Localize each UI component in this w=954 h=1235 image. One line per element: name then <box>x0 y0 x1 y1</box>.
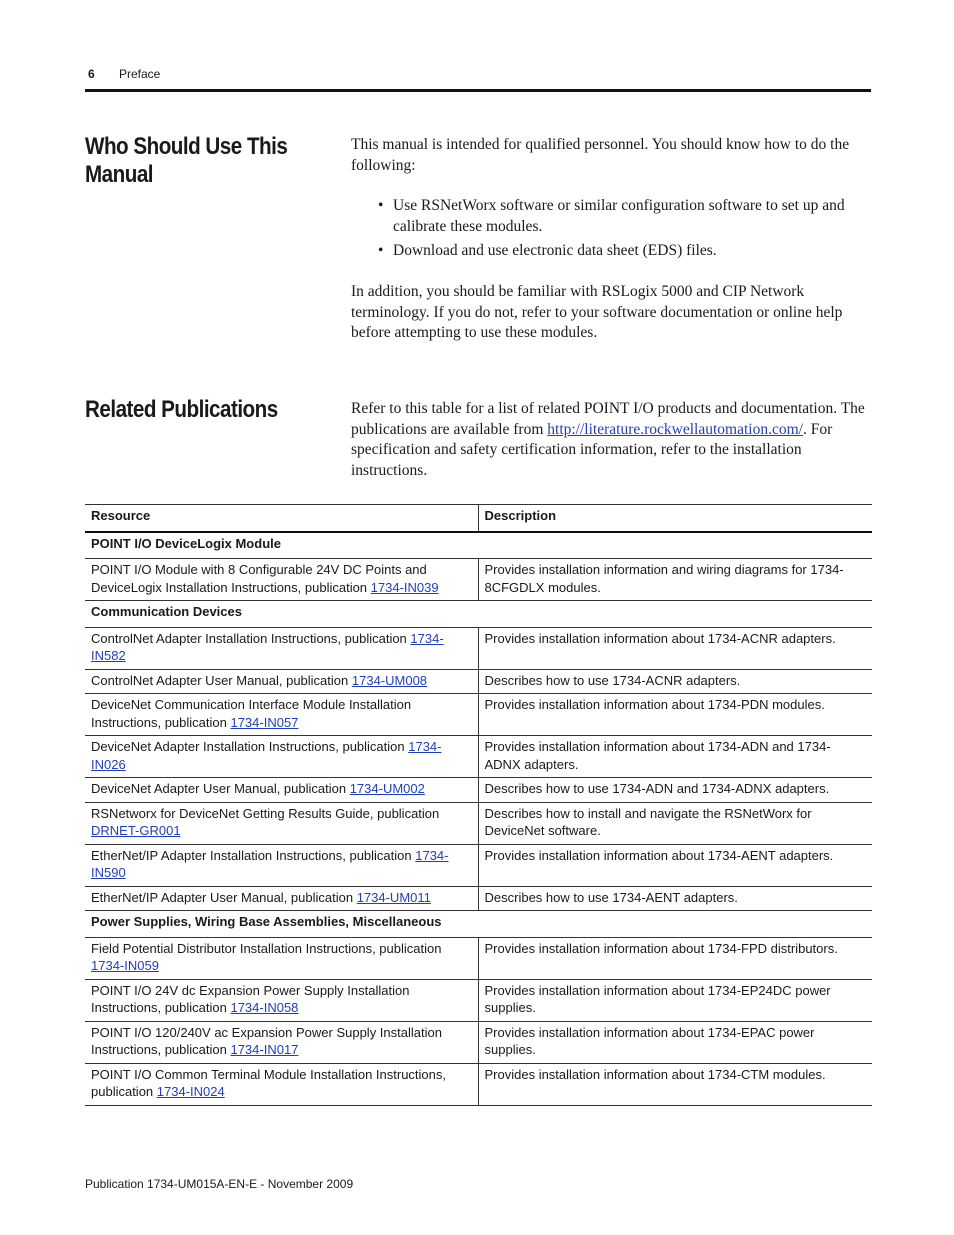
description-cell: Provides installation information about 1734-PDN modules. <box>478 694 872 736</box>
resource-cell <box>85 736 478 778</box>
table-row <box>85 802 872 844</box>
table-row <box>85 886 872 911</box>
table-group-row <box>85 911 872 938</box>
resource-cell <box>85 559 478 601</box>
description-cell: Describes how to use 1734-ACNR adapters. <box>478 669 872 694</box>
group-title: POINT I/O DeviceLogix Module <box>85 532 872 559</box>
description-cell: Provides installation information about 1734-FPD distributors. <box>478 937 872 979</box>
resource-text: EtherNet/IP Adapter Installation Instructions, publication <box>91 847 416 863</box>
table-row <box>85 937 872 979</box>
resource-cell <box>85 627 478 669</box>
resource-cell <box>85 1063 478 1105</box>
resource-text: DeviceNet Adapter Installation Instructions, publication <box>91 739 409 754</box>
resource-cell <box>85 886 478 911</box>
description-cell: Describes how to install and navigate the RSNetWorx for DeviceNet software. <box>478 802 872 844</box>
list-item: • Download and use electronic data sheet (EDS) files. <box>378 241 868 262</box>
publication-link[interactable]: 1734-IN017 <box>230 1042 299 1057</box>
publication-link[interactable]: 1734-IN024 <box>156 1084 225 1099</box>
who-should-use-bullets <box>378 196 868 266</box>
publication-link[interactable]: 1734-IN057 <box>230 714 299 730</box>
description-column-header: Description <box>478 505 872 532</box>
table-row <box>85 979 872 1021</box>
related-publications-table <box>85 504 872 1106</box>
resource-text: EtherNet/IP Adapter User Manual, publication <box>91 889 357 905</box>
description-cell: Provides installation information and wiring diagrams for 1734-8CFGDLX modules. <box>478 559 872 601</box>
who-should-use-intro: This manual is intended for qualified personnel. You should know how to do the following: <box>351 136 850 174</box>
resource-cell <box>85 778 478 803</box>
publication-link[interactable]: 1734-IN058 <box>230 1000 299 1015</box>
publication-link[interactable]: 1734-IN059 <box>91 958 159 973</box>
resource-cell <box>85 802 478 844</box>
resource-cell <box>85 937 478 979</box>
description-cell: Provides installation information about 1734-AENT adapters. <box>478 844 872 886</box>
table-group-row <box>85 532 872 559</box>
table-row <box>85 844 872 886</box>
table-row <box>85 778 872 803</box>
description-cell: Provides installation information about 1734-ACNR adapters. <box>478 627 872 669</box>
who-should-use-closing: In addition, you should be familiar with RSLogix 5000 and CIP Network terminology. If you do not, refer to your software documentation or online help before attempting to use these modules. <box>351 283 843 341</box>
table-body <box>85 532 872 1106</box>
table-row <box>85 627 872 669</box>
resource-text: DeviceNet Adapter User Manual, publication <box>91 781 350 796</box>
resource-text: POINT I/O Common Terminal Module Installation Instructions, publication <box>91 1066 446 1099</box>
publication-link[interactable]: 1734-IN026 <box>91 739 442 772</box>
publication-link[interactable]: 1734-UM011 <box>356 889 431 905</box>
literature-link[interactable]: http://literature.rockwellautomation.com/ <box>547 420 803 438</box>
resource-text: RSNetworx for DeviceNet Getting Results Guide, publication <box>91 805 440 821</box>
description-cell: Provides installation information about 1734-ADN and 1734-ADNX adapters. <box>478 736 872 778</box>
description-cell: Provides installation information about 1734-EP24DC power supplies. <box>478 979 872 1021</box>
table-row <box>85 669 872 694</box>
resource-cell <box>85 694 478 736</box>
resource-text: Field Potential Distributor Installation Instructions, publication <box>91 940 442 956</box>
group-title: Power Supplies, Wiring Base Assemblies, Miscellaneous <box>85 911 872 938</box>
table-row <box>85 736 872 778</box>
description-cell: Provides installation information about 1734-EPAC power supplies. <box>478 1021 872 1063</box>
table-row <box>85 559 872 601</box>
table-row <box>85 694 872 736</box>
group-title: Communication Devices <box>85 601 872 628</box>
footer-publication: Publication 1734-UM015A-EN-E - November 2009 <box>85 1177 354 1191</box>
table-row <box>85 1021 872 1063</box>
description-cell: Describes how to use 1734-ADN and 1734-ADNX adapters. <box>478 778 872 803</box>
related-publications-intro: Refer to this table for a list of related POINT I/O products and documentation. The publications are available from http://literature.rockwellautomation.com/. For specification and safety certification information, refer to the installation instructions. <box>351 400 865 479</box>
publication-link[interactable]: 1734-UM002 <box>349 781 425 796</box>
table-group-row <box>85 601 872 628</box>
resource-cell <box>85 844 478 886</box>
bullet-icon: • <box>378 197 384 214</box>
resource-text: POINT I/O 24V dc Expansion Power Supply Installation Instructions, publication <box>91 982 410 1015</box>
bullet-icon: • <box>378 242 384 259</box>
description-cell: Provides installation information about 1734-CTM modules. <box>478 1063 872 1105</box>
resource-column-header: Resource <box>85 505 478 532</box>
publication-link[interactable]: 1734-IN582 <box>91 630 444 663</box>
related-publications-heading: Related Publications <box>85 396 278 423</box>
description-cell: Describes how to use 1734-AENT adapters. <box>478 886 872 911</box>
resource-cell <box>85 979 478 1021</box>
resource-cell <box>85 1021 478 1063</box>
resource-text: ControlNet Adapter Installation Instructions, publication <box>91 630 411 646</box>
header-rule <box>85 89 871 92</box>
resource-text: DeviceNet Communication Interface Module Installation Instructions, publication <box>91 697 412 730</box>
resource-text: POINT I/O Module with 8 Configurable 24V DC Points and DeviceLogix Installation Instructions, publication <box>91 562 427 595</box>
resource-cell <box>85 669 478 694</box>
publication-link[interactable]: 1734-IN039 <box>370 579 439 595</box>
who-should-use-heading: Who Should Use This Manual <box>85 133 288 188</box>
resource-text: POINT I/O 120/240V ac Expansion Power Supply Installation Instructions, publication <box>91 1024 442 1057</box>
section-name: Preface <box>119 67 161 81</box>
page-number: 6 <box>88 67 95 81</box>
publication-link[interactable]: 1734-UM008 <box>351 672 428 688</box>
resource-text: ControlNet Adapter User Manual, publication <box>91 672 352 688</box>
table-header-row <box>85 505 872 532</box>
list-item: • Use RSNetWorx software or similar configuration software to set up and calibrate these modules. <box>378 197 845 235</box>
table-row <box>85 1063 872 1105</box>
publication-link[interactable]: 1734-IN590 <box>91 847 449 880</box>
publication-link[interactable]: DRNET-GR001 <box>91 823 181 838</box>
